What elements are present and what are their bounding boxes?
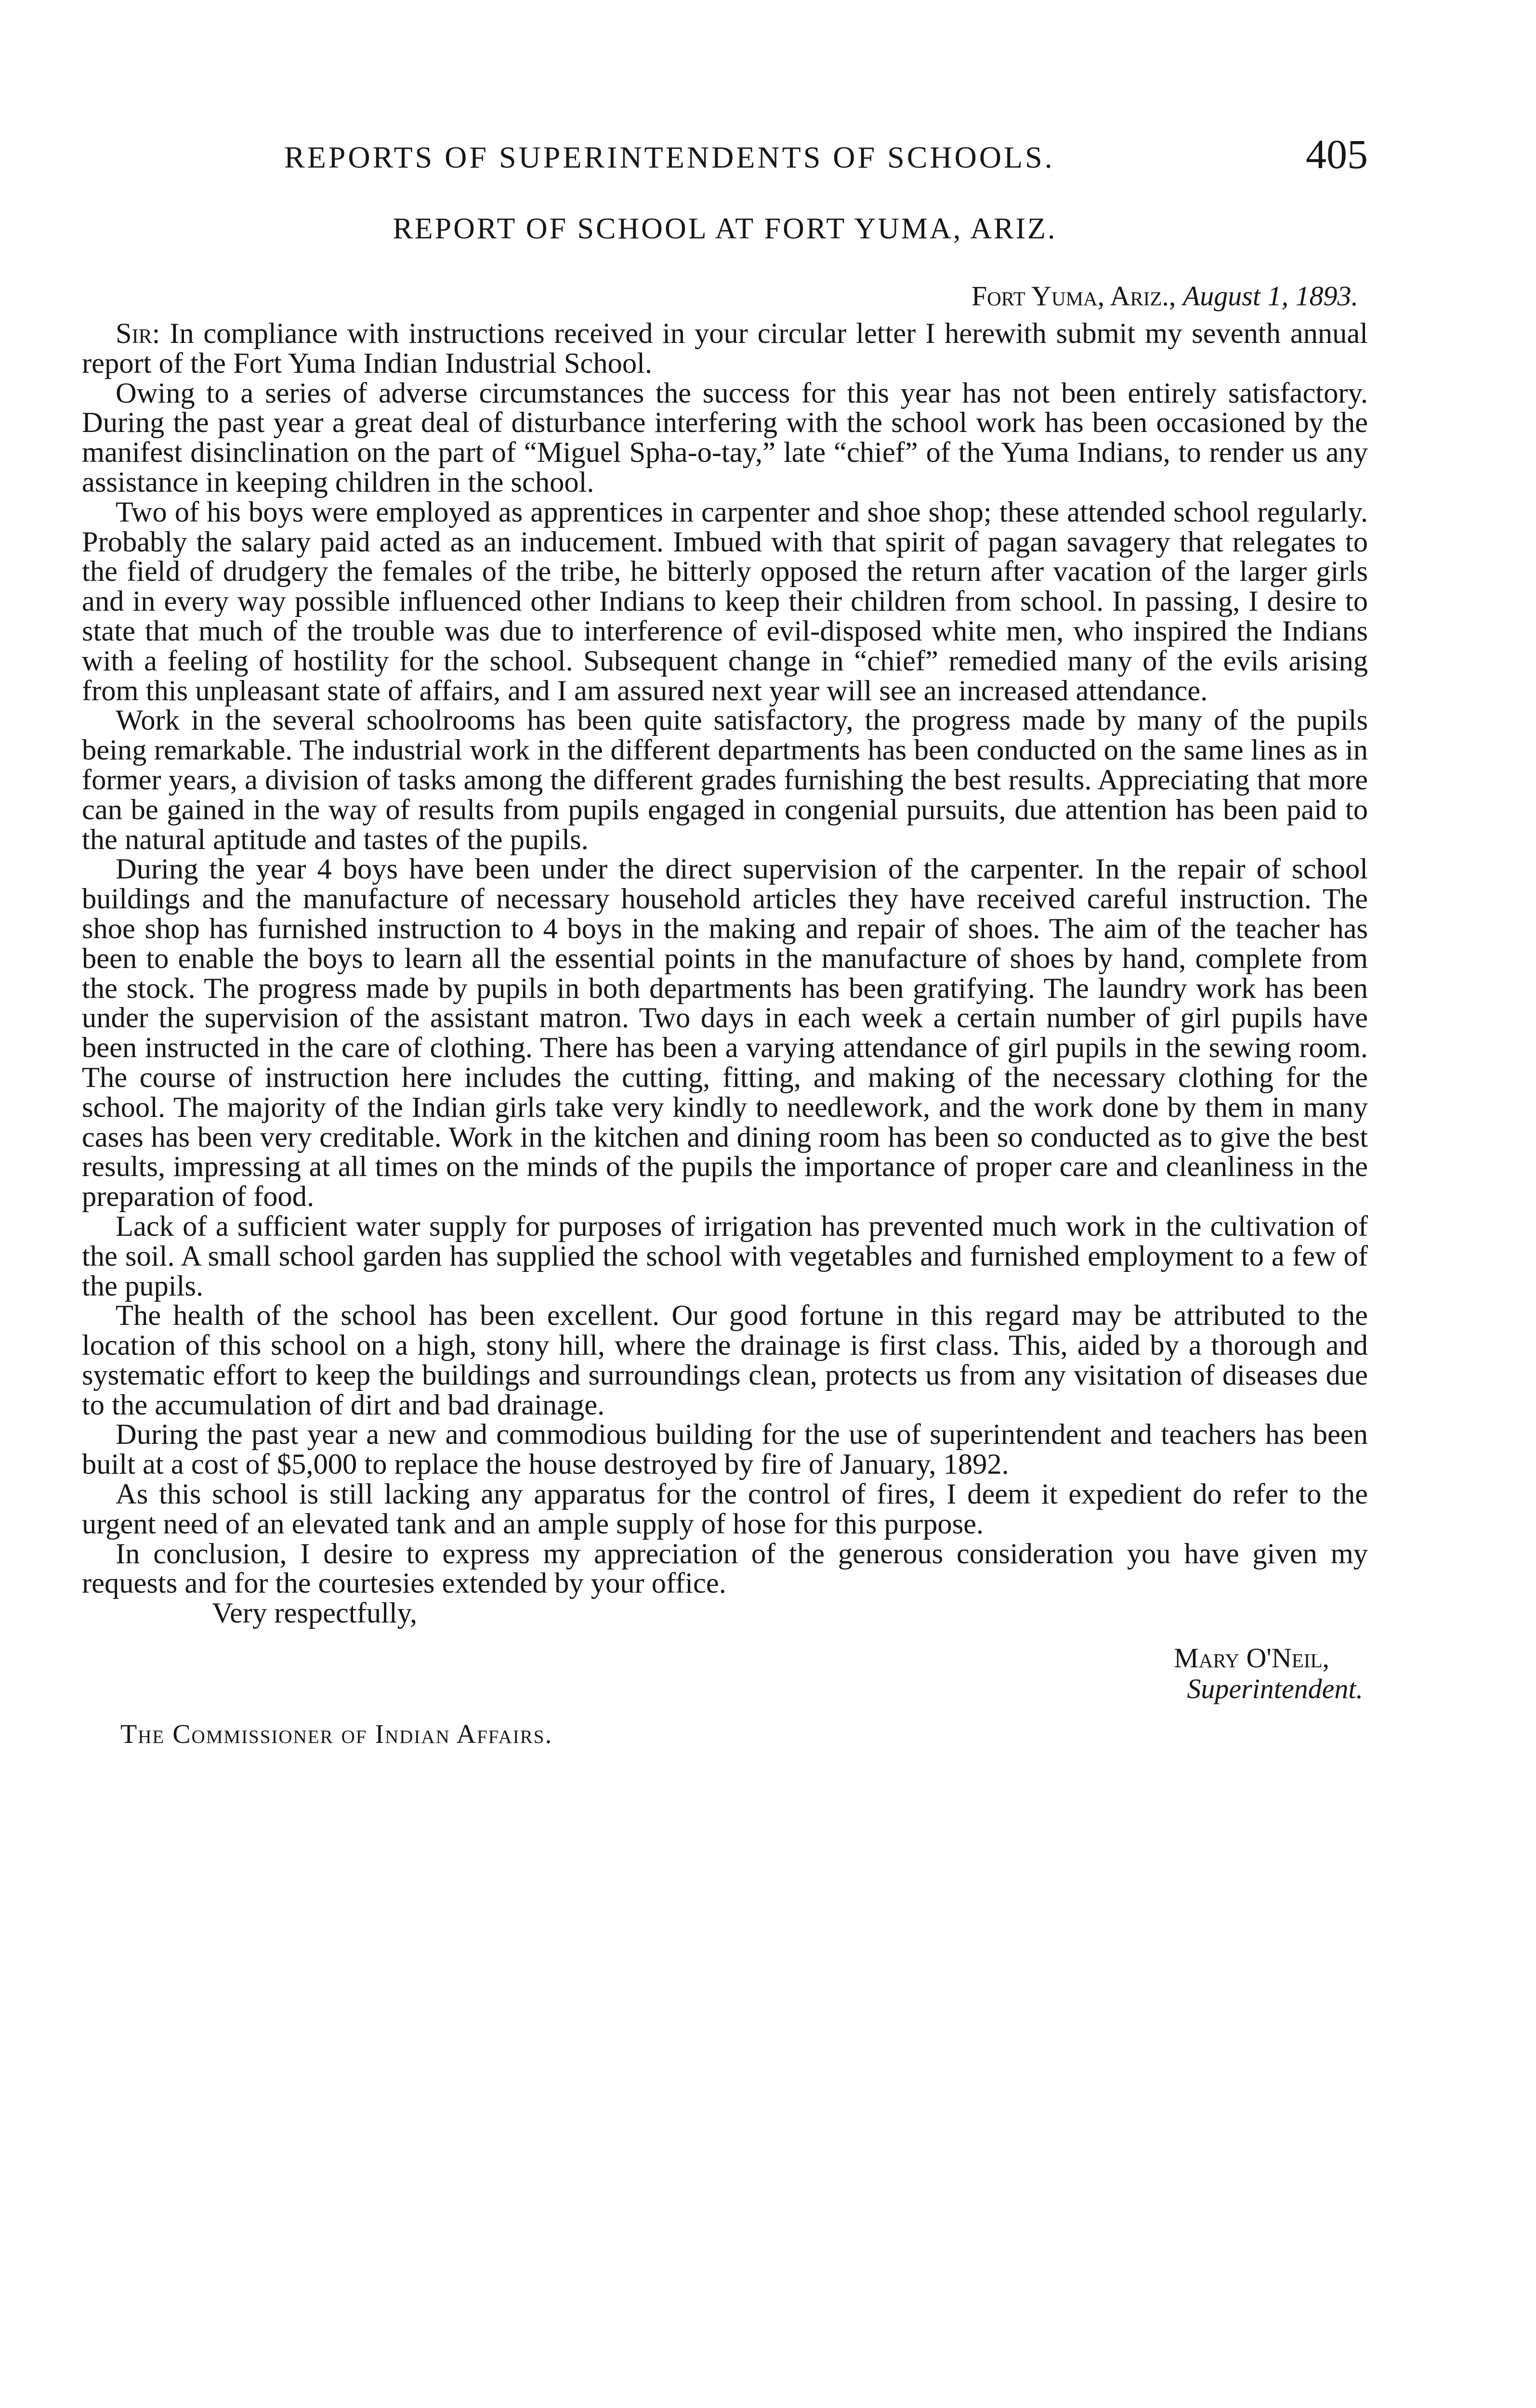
- paragraph: [82, 319, 1368, 379]
- paragraph: Two of his boys were employed as apprentices in carpenter and shoe shop; these attended school regularly. Probably the salary paid acted as an inducement. Imbued with that spirit of pagan savagery that relegates to the field of drudgery the females of the tribe, he bitterly opposed the return after vacation of the larger girls and in every way possible influenced other Indians to keep their children from school. In passing, I desire to state that much of the trouble was due to interference of evil-disposed white men, who inspired the Indians with a feeling of hostility for the school. Subsequent change in “chief” remedied many of the evils arising from this unpleasant state of affairs, and I am assured next year will see an increased attendance.: [82, 496, 1368, 707]
- paragraph: Lack of a sufficient water supply for purposes of irrigation has prevented much work in the cultivation of the soil. A small school garden has supplied the school with vegetables and furnished employment to a few of the pupils.: [82, 1210, 1368, 1302]
- closing: Very respectfully,: [212, 1597, 418, 1630]
- dateline-place: Fort Yuma, Ariz.,: [971, 280, 1176, 312]
- paragraph: Owing to a series of adverse circumstances the success for this year has not been entirely satisfactory. During the past year a great deal of disturbance interfering with the school work has been occasioned by the manifest disinclination on the part of “Miguel Spha-o-tay,” late “chief” of the Yuma Indians, to render us any assistance in keeping children in the school.: [82, 377, 1368, 498]
- report-body: [82, 319, 1368, 1598]
- paragraph: During the year 4 boys have been under the direct supervision of the carpenter. In the repair of school buildings and the manufacture of necessary household articles they have received careful instruction. The shoe shop has furnished instruction to 4 boys in the making and repair of shoes. The aim of the teacher has been to enable the boys to learn all the essential points in the manufacture of shoes by hand, complete from the stock. The progress made by pupils in both departments has been gratifying. The laundry work has been under the supervision of the assistant matron. Two days in each week a certain number of girl pupils have been instructed in the care of clothing. There has been a varying attendance of girl pupils in the sewing room. The course of instruction here includes the cutting, fitting, and making of the necessary clothing for the school. The majority of the Indian girls take very kindly to needlework, and the work done by them in many cases has been very creditable. Work in the kitchen and dining room has been so conducted as to give the best results, impressing at all times on the minds of the pupils the importance of proper care and cleanliness in the preparation of food.: [82, 853, 1368, 1213]
- signature-title: Superintendent.: [1187, 1673, 1363, 1705]
- running-title: REPORTS OF SUPERINTENDENTS OF SCHOOLS.: [284, 140, 1055, 174]
- addressee: The Commissioner of Indian Affairs.: [120, 1719, 553, 1750]
- signature-block: [82, 1643, 1368, 1704]
- paragraph: As this school is still lacking any apparatus for the control of fires, I deem it expedient do refer to the urgent need of an elevated tank and an ample supply of hose for this purpose.: [82, 1478, 1368, 1540]
- report-title: REPORT OF SCHOOL AT FORT YUMA, ARIZ.: [393, 212, 1057, 245]
- paragraph: During the past year a new and commodious building for the use of superintendent and teachers has been built at a cost of $5,000 to replace the house destroyed by fire of January, 1892.: [82, 1418, 1368, 1481]
- dateline: [82, 280, 1358, 312]
- dateline-date: August 1, 1893.: [1182, 280, 1358, 312]
- paragraph-text: In compliance with instructions received in your circular letter I herewith submit my seventh annual report of the Fort Yuma Indian Industrial School.: [82, 317, 1368, 380]
- paragraph: Work in the several schoolrooms has been quite satisfactory, the progress made by many of the pupils being remarkable. The industrial work in the different departments has been conducted on the same lines as in former years, a division of tasks among the different grades furnishing the best results. Appreciating that more can be gained in the way of results from pupils engaged in congenial pursuits, due attention has been paid to the natural aptitude and tastes of the pupils.: [82, 704, 1368, 856]
- paragraph: The health of the school has been excellent. Our good fortune in this regard may be attributed to the location of this school on a high, stony hill, where the drainage is first class. This, aided by a thorough and systematic effort to keep the buildings and surroundings clean, protects us from any visitation of diseases due to the accumulation of dirt and bad drainage.: [82, 1299, 1368, 1421]
- signature-name: Mary O'Neil,: [1174, 1642, 1329, 1674]
- paragraph: In conclusion, I desire to express my appreciation of the generous consideration you have given my requests and for the courtesies extended by your office.: [82, 1537, 1368, 1600]
- running-header: [82, 130, 1368, 183]
- document-page: [82, 130, 1368, 1750]
- salutation: Sir:: [116, 317, 160, 350]
- page-number: 405: [1306, 131, 1368, 177]
